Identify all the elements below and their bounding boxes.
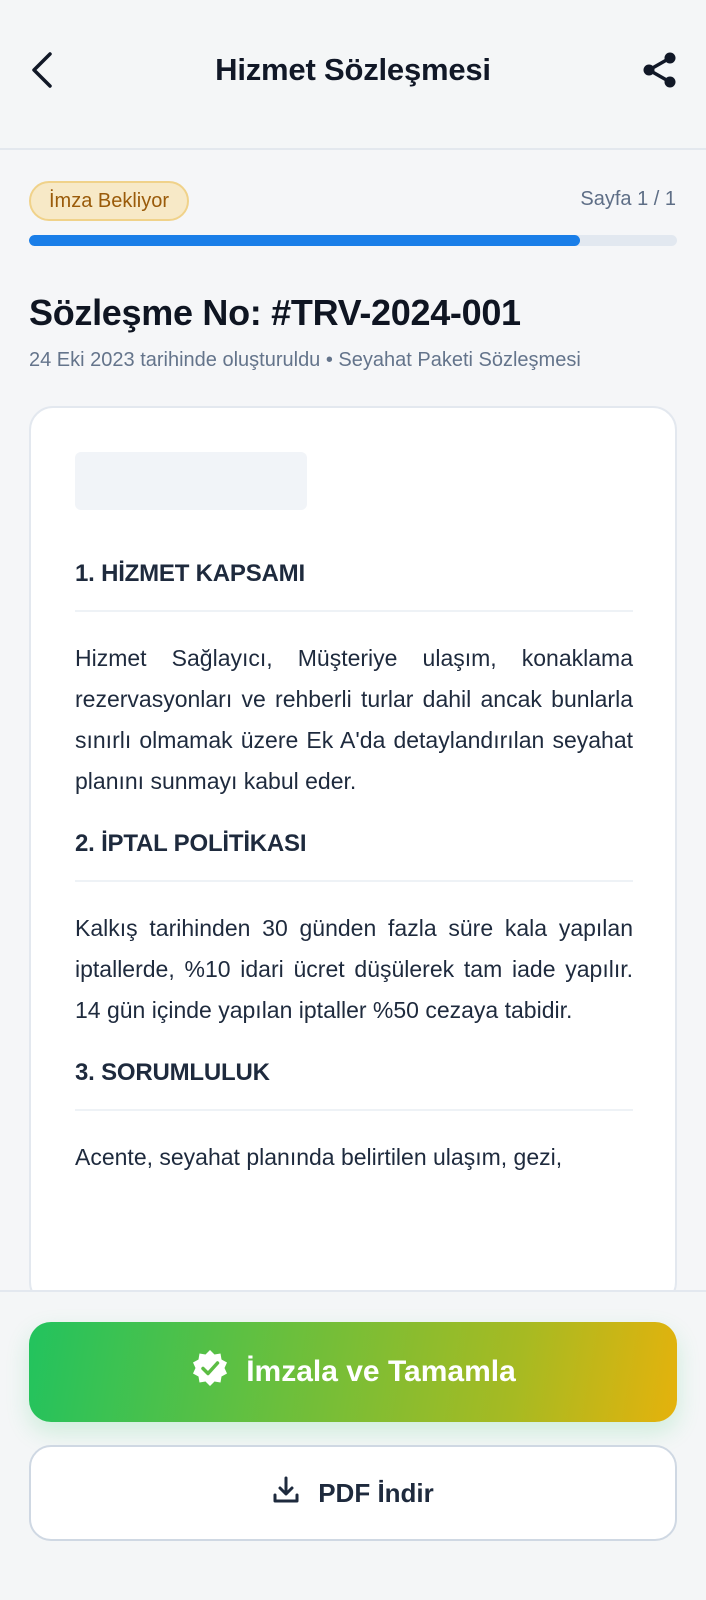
section-heading: 1. HİZMET KAPSAMI	[75, 560, 633, 612]
section-body: Acente, seyahat planında belirtilen ulaşım, gezi,	[75, 1144, 563, 1170]
section-heading: 2. İPTAL POLİTİKASI	[75, 830, 633, 882]
download-pdf-button[interactable]	[29, 1445, 677, 1541]
verified-badge-icon	[190, 1348, 230, 1396]
section-body: Kalkış tarihinden 30 günden fazla süre kala yapılan iptallerde, %10 idari ücret düşülerek tam iade yapılır. 14 gün içinde yapılan iptaller %50 cezaya tabidir.	[75, 915, 633, 1023]
contract-meta: 24 Eki 2023 tarihinde oluşturuldu • Seyahat Paketi Sözleşmesi	[29, 349, 581, 371]
contract-section-service-scope	[75, 560, 633, 802]
contract-section-cancellation	[75, 830, 633, 1031]
sign-and-complete-button[interactable]	[29, 1322, 677, 1422]
contract-content	[75, 452, 633, 1178]
status-badge: İmza Bekliyor	[29, 181, 189, 221]
progress-fill	[29, 235, 580, 246]
pdf-button-label: PDF İndir	[318, 1477, 434, 1508]
contract-section-liability	[75, 1059, 633, 1178]
download-icon	[272, 1475, 300, 1512]
top-app-bar	[0, 0, 706, 150]
share-button[interactable]	[636, 48, 684, 96]
section-body: Hizmet Sağlayıcı, Müşteriye ulaşım, konaklama rezervasyonları ve rehberli turlar dahil ancak bunlarla sınırlı olmamak üzere Ek A'da detaylandırılan seyahat planını sunmayı kabul eder.	[75, 645, 633, 794]
page-title: Hizmet Sözleşmesi	[215, 52, 491, 87]
share-icon	[641, 50, 679, 95]
logo-placeholder	[75, 452, 307, 510]
page-indicator: Sayfa 1 / 1	[580, 188, 676, 210]
sign-button-label: İmzala ve Tamamla	[246, 1355, 516, 1388]
contract-document-card[interactable]	[29, 406, 677, 1306]
section-heading: 3. SORUMLULUK	[75, 1059, 633, 1111]
signing-progress-bar	[29, 235, 677, 246]
contract-number-title: Sözleşme No: #TRV-2024-001	[29, 292, 521, 333]
